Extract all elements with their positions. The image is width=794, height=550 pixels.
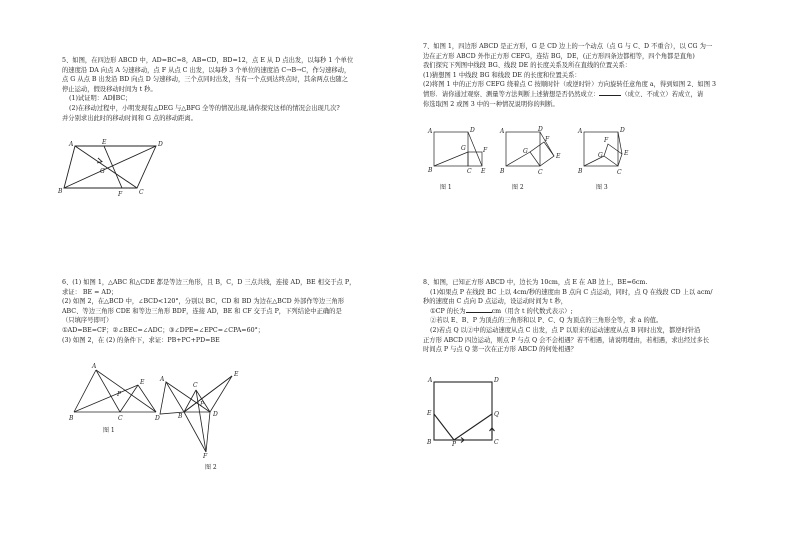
q7-f1-label-b: B xyxy=(428,167,433,174)
q6-line: ABC、等边三角形 CDE 和等边三角形 BDF，连接 AD，BE 和 CF 交于点 P，下列结论中正确的是 xyxy=(62,307,342,315)
q6-line: ①AD=BE=CF；②∠BEC=∠ADC；③∠DPE=∠EPC=∠CPA=60°； xyxy=(62,326,265,334)
q7-line: 7、如图 1，四边形 ABCD 是正方形，G 是 CD 边上的一个动点（点 G 与 C、D 不重合），以 CG 为一 xyxy=(423,43,713,50)
q7-f2-label-f: F xyxy=(545,136,550,143)
q7-f1-label-g: G xyxy=(461,145,466,152)
question-6 xyxy=(62,278,355,345)
q5-figure xyxy=(58,138,168,200)
q6-f2-label-b: B xyxy=(178,413,183,420)
q5-label-f: F xyxy=(118,191,123,198)
q5-line: 并分别求出此时的移动时间和 G 点的移动距离。 xyxy=(62,114,197,122)
q7-answer-blank[interactable] xyxy=(599,95,621,96)
q8-label-e: E xyxy=(427,410,432,417)
q7-f3-label-f: F xyxy=(604,137,609,144)
q7-square-diagram-3 xyxy=(576,128,638,180)
q5-label-a: A xyxy=(69,141,74,148)
q6-f1-label-p: P xyxy=(117,391,122,398)
q8-line: 8、如图，已知正方形 ABCD 中，边长为 10cm，点 E 在 AB 边上，BE=6cm. xyxy=(423,279,648,286)
q7-f2-label-b: B xyxy=(500,168,505,175)
q7-figure-2 xyxy=(500,128,562,184)
q7-f2-label-g: G xyxy=(523,148,528,155)
q6-f2-label-f: F xyxy=(203,453,208,460)
q6-f2-label-e: E xyxy=(234,371,239,378)
q7-f3-label-g: G xyxy=(598,152,603,159)
q7-f3-label-e: E xyxy=(624,150,629,157)
q6-f1-label-a: A xyxy=(92,363,97,370)
q5-label-g: G xyxy=(100,168,105,175)
q7-f1-label-d: D xyxy=(470,127,475,134)
q7-f3-label-a: A xyxy=(578,128,583,135)
q8-label-p: P xyxy=(452,441,457,448)
q7-f3-label-b: B xyxy=(578,168,583,175)
q6-f1-label-d: D xyxy=(155,415,160,422)
q7-f3-label-c: C xyxy=(617,169,622,176)
q7-line: 你选取图 2 或图 3 中的一种情况说明你的判断。 xyxy=(423,100,559,108)
q6-f2-label-a: A xyxy=(160,376,165,383)
q5-label-e: E xyxy=(102,139,107,146)
q7-line: 我们探究下列图中线段 BG、线段 DE 的长度关系及所在直线的位置关系： xyxy=(423,62,632,70)
q7-f1-label-a: A xyxy=(428,128,433,135)
q6-fig1-caption: 图 1 xyxy=(103,427,115,434)
q5-line: 5、如图，在四边形 ABCD 中，AD=BC=8，AB=CD，BD=12，点 E 从 D 点出发，以每秒 1 个单位 xyxy=(62,57,354,64)
q6-line: (2) 如图 2，在△BCD 中，∠BCD<120°，分别以 BC，CD 和 BD 为边在△BCD 外部作等边三角形 xyxy=(62,298,345,306)
q7-f2-label-a: A xyxy=(500,128,505,135)
q5-line: (1)试证明：AD∥BC； xyxy=(69,95,132,103)
q6-f1-label-b: B xyxy=(69,415,74,422)
q7-f2-label-d: D xyxy=(538,126,543,133)
q7-f3-label-d: D xyxy=(620,127,625,134)
q5-line: 停止运动，假设移动时间为 t 秒。 xyxy=(62,85,157,93)
q8-label-d: D xyxy=(494,377,499,384)
q6-f1-label-e: E xyxy=(140,379,145,386)
q8-line: 正方形 ABCD 四边运动，则点 P 与点 Q 会不会相遇？若不相遇，请说明理由，若相遇，求出经过多长 xyxy=(423,336,710,344)
q6-line: (3) 如图 2，在 (2) 的条件下，求证：PB+PC+PD=BE xyxy=(62,336,220,344)
q7-line: 边在正方形 ABCD 外作正方形 CEFG，连结 BG，DE，(正方形四条边都相等，四个角都是直角) xyxy=(423,52,695,60)
q6-three-triangles-diagram xyxy=(156,370,251,458)
q8-square-diagram xyxy=(424,374,506,446)
q6-fig2-caption: 图 2 xyxy=(205,464,217,471)
question-5 xyxy=(62,56,353,123)
q6-f2-label-c: C xyxy=(193,382,198,389)
q8-line: 秒的速度由 C 点向 D 点运动，设运动时间为 t 秒， xyxy=(423,298,568,306)
q8-line: ②若以 E、B、P 为顶点的三角形和以 P、C、Q 为顶点的三角形全等，求 a 的值。 xyxy=(430,317,663,325)
q5-label-c: C xyxy=(139,189,144,196)
q8-label-c: C xyxy=(494,439,499,446)
q8-label-b: B xyxy=(427,439,432,446)
q8-figure xyxy=(424,374,506,450)
q5-parallelogram-diagram xyxy=(58,138,168,196)
q6-line: （只填序号即可） xyxy=(62,317,113,325)
q8-label-q: Q xyxy=(494,411,499,418)
question-8 xyxy=(423,278,713,355)
q5-line: 的速度沿 DA 向点 A 匀速移动，点 F 从点 C 出发，以每秒 3 个单位的速度沿 C→B→C，作匀速移动， xyxy=(62,66,351,74)
q8-line: (1)如果点 P 在线段 BC 上以 4cm/秒的速度由 B 点向 C 点运动，同时，点 Q 在线段 CD 上以 acm/ xyxy=(430,288,713,296)
q5-label-b: B xyxy=(58,188,63,195)
q6-f2-label-d: D xyxy=(213,411,218,418)
q7-line: (1)猜想图 1 中线段 BG 和线段 DE 的长度和位置关系： xyxy=(423,71,581,79)
q6-figure-2 xyxy=(156,370,251,462)
q6-figure-1 xyxy=(62,360,162,424)
question-7 xyxy=(423,42,716,109)
q5-line: 点 G 从点 B 出发沿 BD 向点 D 匀速移动，三个点同时出发，当有一个点到达终点时，其余两点也随之 xyxy=(62,76,348,84)
q8-answer-blank[interactable] xyxy=(466,312,492,313)
q6-f2-label-p: P xyxy=(200,401,205,408)
q7-line: 情形．请你通过观察、测量等方法判断上述猜想是否仍然成立： （成立、不成立）若成立，请 xyxy=(423,90,704,98)
q7-fig3-caption: 图 3 xyxy=(596,184,608,191)
q7-f2-label-e: E xyxy=(556,153,561,160)
q8-line: 时间点 P 与点 Q 第一次在正方形 ABCD 的何处相遇？ xyxy=(423,346,577,354)
q6-equilateral-triangles-diagram xyxy=(62,360,162,420)
q7-line: (2)将图 1 中的正方形 CEFG 绕着点 C 按顺时针（或逆时针）方向旋转任意角度 a，得到如图 2、如图 3 xyxy=(423,81,717,89)
q7-fig2-caption: 图 2 xyxy=(512,184,524,191)
q6-line: 6、(1) 如图 1，△ABC 和△CDE 都是等边三角形，且 B，C，D 三点共线，连接 AD，BE 相交于点 P， xyxy=(62,279,356,286)
q8-line: (2)若点 Q 以②中的运动速度从点 C 出发，点 P 以原来的运动速度从点 B 同时出发，都逆时针沿 xyxy=(430,326,701,334)
q7-figure-1 xyxy=(426,128,488,184)
q7-f2-label-c: C xyxy=(538,169,543,176)
q7-square-diagram-2 xyxy=(500,128,562,180)
q5-label-d: D xyxy=(158,141,163,148)
q7-figure-3 xyxy=(576,128,638,184)
q7-f1-label-c: C xyxy=(467,168,472,175)
q6-f1-label-c: C xyxy=(118,415,123,422)
q7-fig1-caption: 图 1 xyxy=(440,184,452,191)
q7-f1-label-f: F xyxy=(483,147,488,154)
q5-line: (2)在移动过程中，小明发现有△DEG 与△BFG 全等的情况出现,请你探究这样的情况会出现几次? xyxy=(69,104,340,112)
q7-f1-label-e: E xyxy=(481,168,486,175)
q6-line: 求证： BE = AD； xyxy=(62,288,118,296)
q8-line: ①CP 的长为 cm（用含 t 的代数式表示）; xyxy=(430,307,573,315)
q7-square-diagram-1 xyxy=(426,128,488,180)
q8-label-a: A xyxy=(428,377,433,384)
